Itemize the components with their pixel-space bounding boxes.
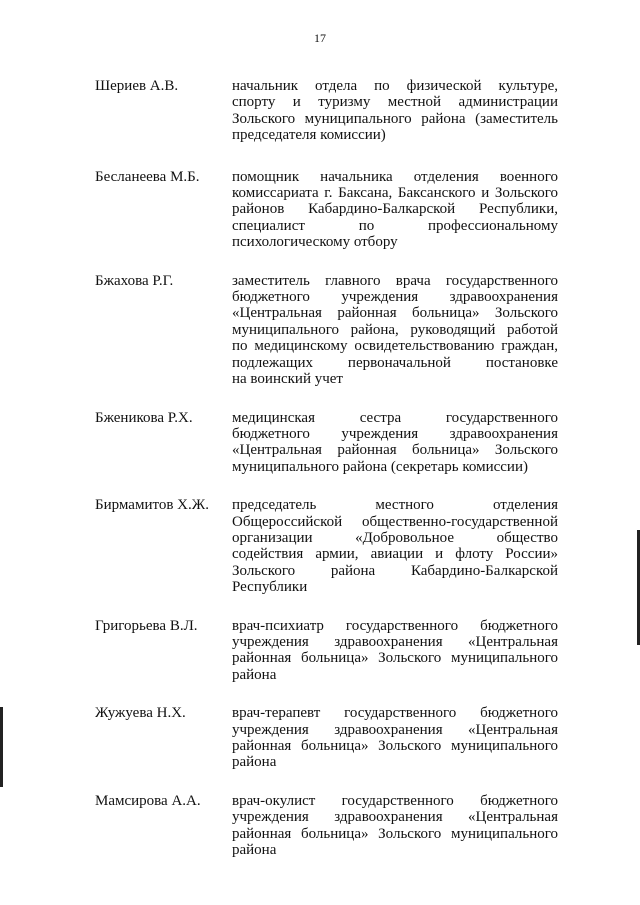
member-position-line: «Центральная районная больница» Зольского (232, 305, 558, 322)
member-position-line: района (232, 754, 277, 771)
member-position-line: муниципального района (секретарь комиссии) (232, 458, 528, 475)
member-name: Бжахова Р.Г. (95, 272, 174, 289)
member-position-line: районная больница» Зольского муниципального (232, 825, 558, 842)
member-position-line: специалист по профессиональному (232, 217, 558, 234)
member-position (232, 497, 558, 595)
member-position-line: заместитель главного врача государственного (232, 272, 558, 289)
member-position-line: помощник начальника отделения военного (232, 168, 558, 185)
member-position-line: Зольского муниципального района (заместитель (232, 110, 558, 127)
member-position (232, 273, 558, 388)
member-position (232, 78, 558, 144)
member-position-line: «Центральная районная больница» Зольского (232, 442, 558, 459)
member-entry (95, 273, 565, 388)
member-position-line: учреждения здравоохранения «Центральная (232, 809, 558, 826)
member-position-line: Зольского района Кабардино-Балкарской (232, 562, 558, 579)
member-position-line: бюджетного учреждения здравоохранения (232, 425, 558, 442)
member-position-line: председателя комиссии) (232, 127, 386, 144)
member-position-line: районная больница» Зольского муниципального (232, 650, 558, 667)
member-position-line: содействия армии, авиации и флоту России» (232, 546, 558, 563)
member-position-line: психологическому отбору (232, 234, 398, 251)
member-name: Бирмамитов Х.Ж. (95, 497, 209, 514)
member-entry (95, 793, 565, 859)
member-entry (95, 497, 565, 595)
member-position-line: района (232, 842, 277, 859)
member-position-line: на воинский учет (232, 371, 343, 388)
member-entry (95, 169, 565, 251)
member-position-line: врач-психиатр государственного бюджетного (232, 617, 558, 634)
member-position-line: районная больница» Зольского муниципального (232, 738, 558, 754)
member-name: Жужуева Н.Х. (95, 705, 186, 722)
member-name: Бженикова Р.Х. (95, 409, 193, 426)
member-position-line: муниципального района, руководящий работой (232, 321, 558, 338)
member-position-line: врач-терапевт государственного бюджетного (232, 705, 558, 722)
member-name: Григорьева В.Л. (95, 617, 198, 634)
member-position (232, 169, 558, 251)
member-entry (95, 78, 565, 144)
member-name: Шериев А.В. (95, 78, 179, 94)
member-position-line: врач-окулист государственного бюджетного (232, 792, 558, 809)
member-position (232, 410, 558, 476)
member-position-line: спорту и туризму местной администрации (232, 94, 558, 111)
commission-member-list (95, 78, 565, 858)
member-position-line: районов Кабардино-Балкарской Республики, (232, 201, 558, 218)
member-name: Бесланеева М.Б. (95, 168, 200, 185)
member-position (232, 618, 558, 684)
member-position-line: медицинская сестра государственного (232, 409, 558, 426)
member-entry (95, 705, 565, 771)
member-position-line: Республики (232, 579, 308, 596)
member-position-line: по медицинскому освидетельствованию граждан, (232, 338, 558, 355)
member-name: Мамсирова А.А. (95, 792, 201, 809)
scan-edge-mark (0, 707, 3, 787)
member-position-line: начальник отдела по физической культуре, (232, 78, 558, 94)
page-number: 17 (314, 31, 326, 45)
member-position-line: председатель местного отделения (232, 497, 558, 514)
member-position-line: комиссариата г. Баксана, Баксанского и Зольского (232, 185, 558, 202)
member-position (232, 705, 558, 771)
member-position-line: учреждения здравоохранения «Центральная (232, 633, 558, 650)
member-entry (95, 618, 565, 684)
member-position-line: подлежащих первоначальной постановке (232, 354, 558, 371)
member-position-line: Общероссийской общественно-государственной (232, 513, 558, 530)
member-position-line: бюджетного учреждения здравоохранения (232, 289, 558, 306)
member-position-line: района (232, 666, 277, 683)
member-position-line: учреждения здравоохранения «Центральная (232, 721, 558, 738)
member-position (232, 793, 558, 859)
member-position-line: организации «Добровольное общество (232, 529, 558, 546)
member-entry (95, 410, 565, 476)
